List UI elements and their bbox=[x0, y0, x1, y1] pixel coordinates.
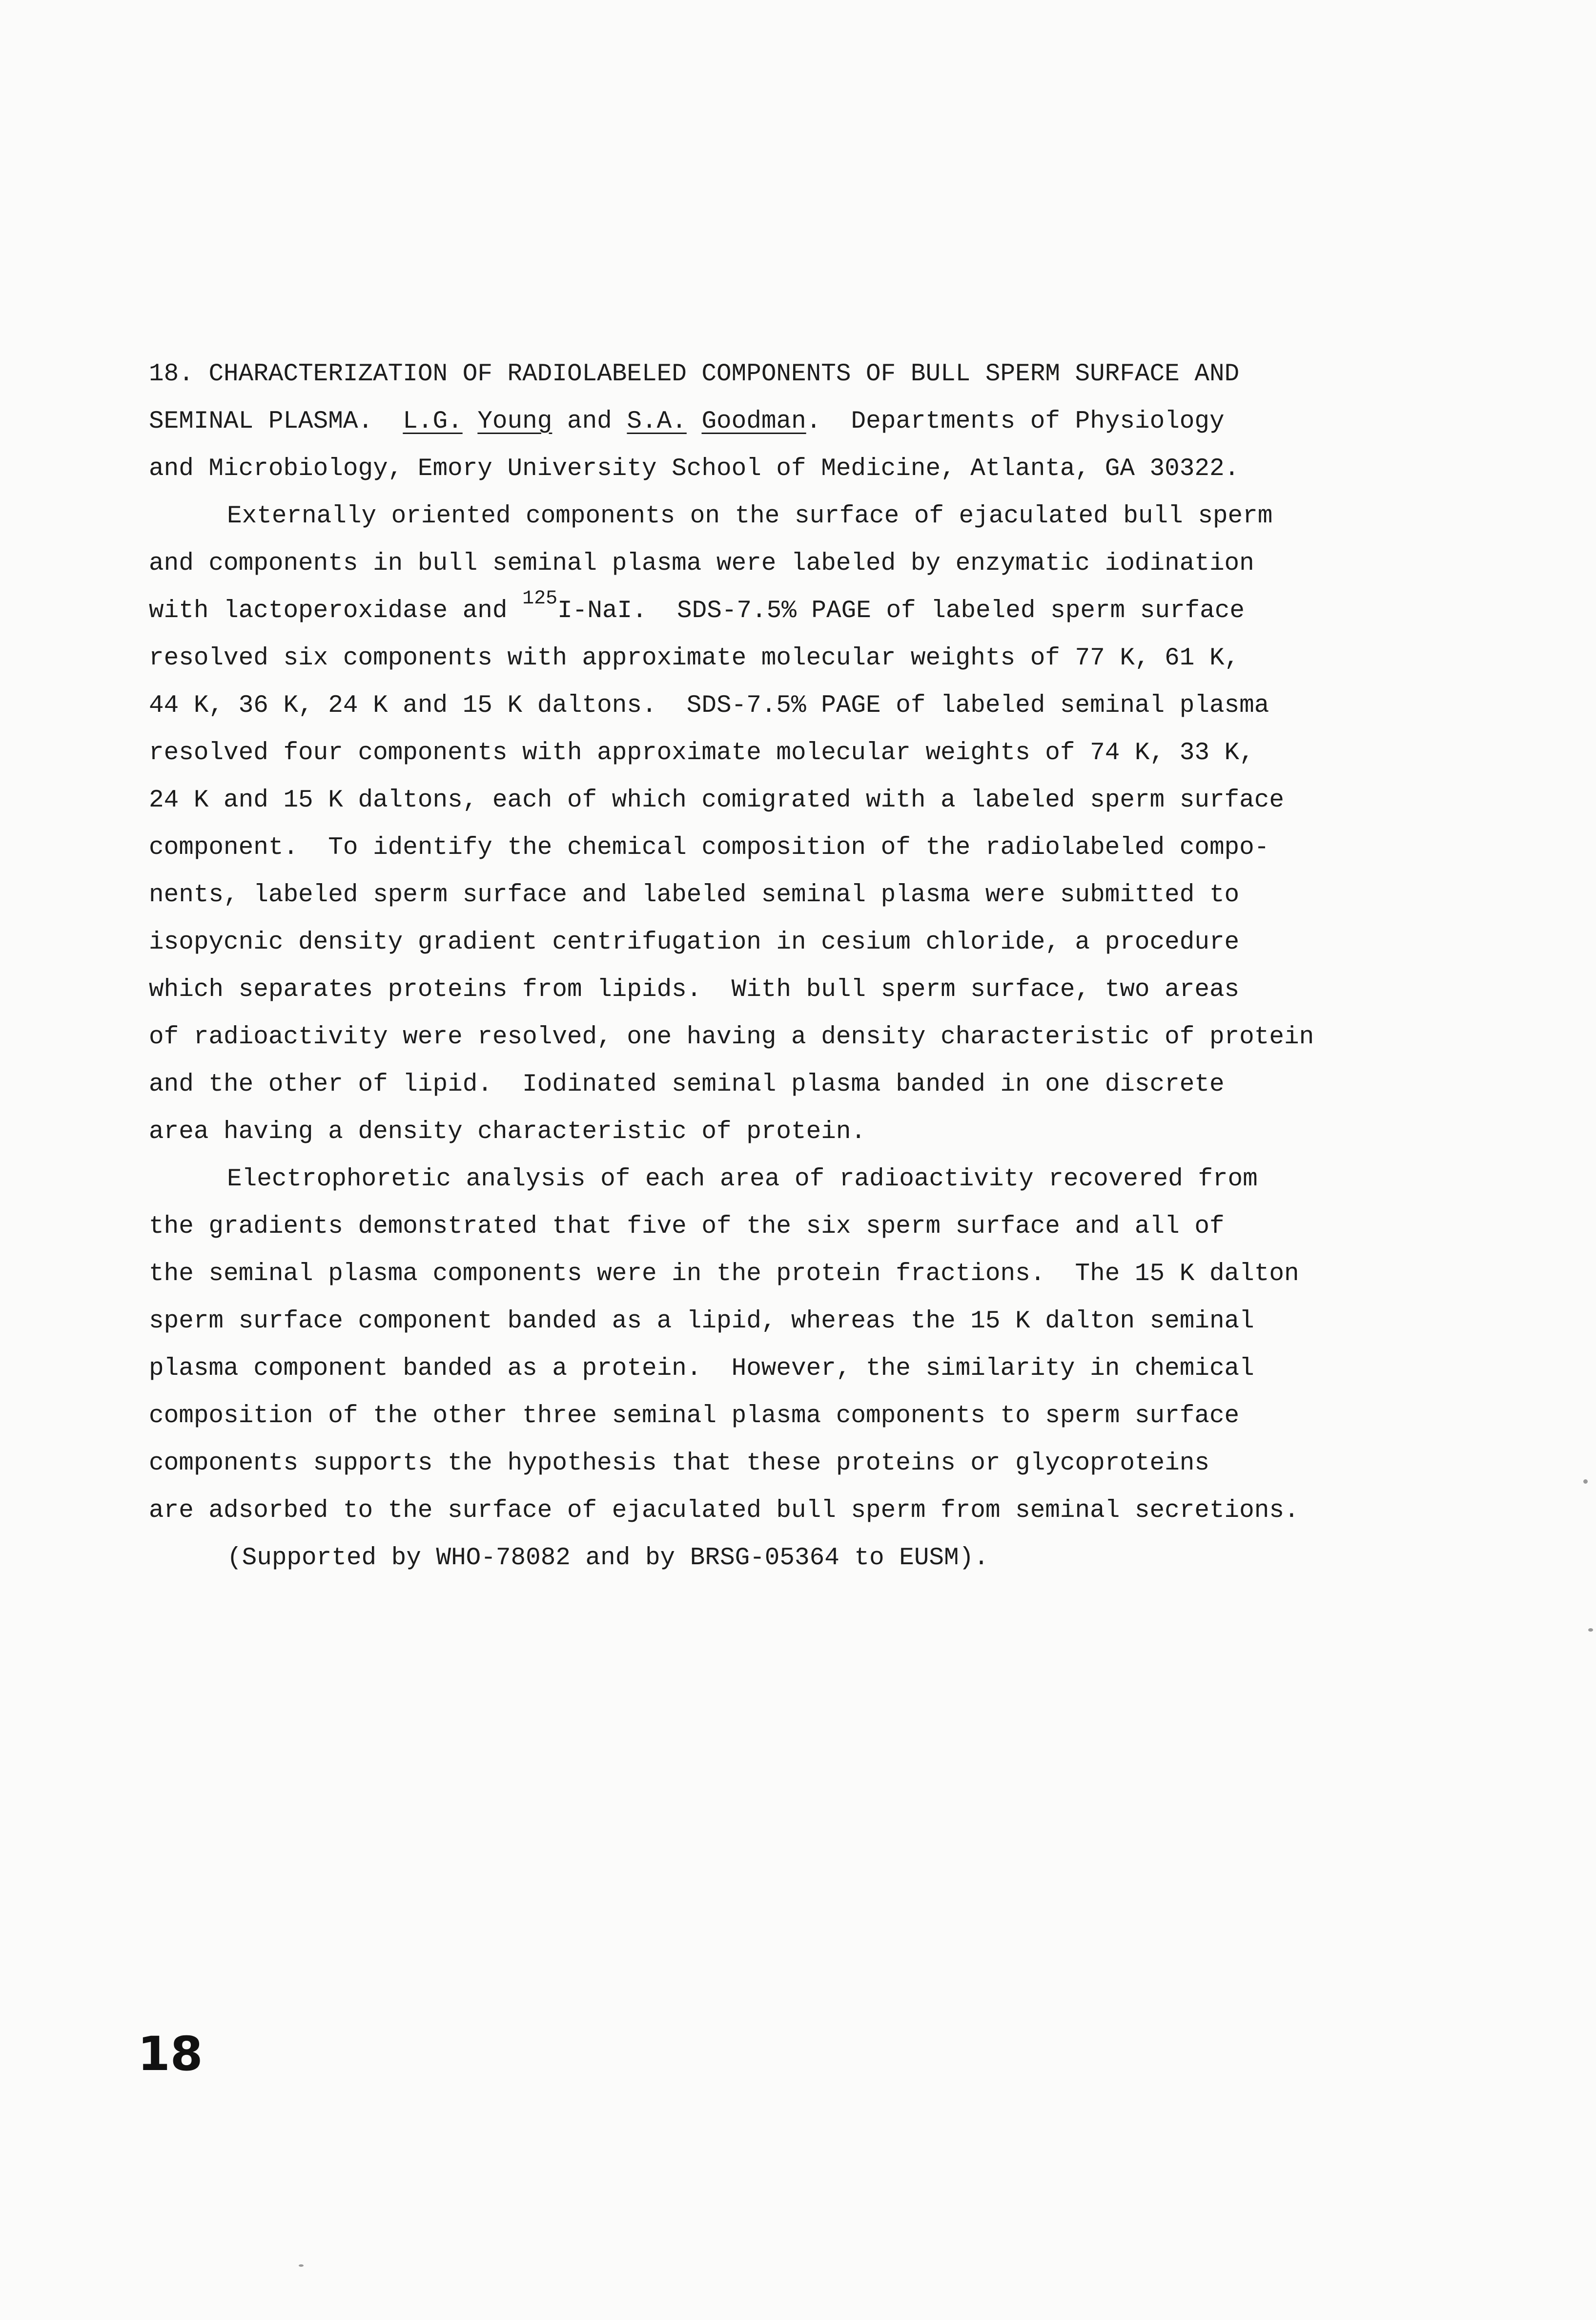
affiliation-line: and Microbiology, Emory University School of Medicine, Atlanta, GA 30322. bbox=[149, 455, 1240, 483]
paragraph-1-line: which separates proteins from lipids. With bull sperm surface, two areas bbox=[149, 976, 1240, 1004]
abstract-block bbox=[149, 351, 1398, 1582]
abstract-title-continued: SEMINAL PLASMA. bbox=[149, 408, 373, 435]
isotope-line-prefix: with lactoperoxidase and bbox=[149, 597, 523, 625]
isotope-mass-number: 125 bbox=[522, 588, 558, 610]
paragraph-1-line: 24 K and 15 K daltons, each of which comigrated with a labeled sperm surface bbox=[149, 787, 1284, 814]
paper-speck bbox=[299, 2264, 304, 2267]
support-acknowledgement: (Supported by WHO-78082 and by BRSG-05364 to EUSM). bbox=[227, 1544, 989, 1572]
paragraph-2-line: are adsorbed to the surface of ejaculated bull sperm from seminal secretions. bbox=[149, 1497, 1299, 1525]
paragraph-2-line: the gradients demonstrated that five of the six sperm surface and all of bbox=[149, 1213, 1225, 1241]
author-initials-2: S.A. bbox=[627, 408, 687, 435]
paper-speck bbox=[1583, 1479, 1588, 1484]
author-initials-1: L.G. bbox=[403, 408, 463, 435]
abstract-heading-line-1 bbox=[149, 351, 1398, 398]
abstract-number: 18. bbox=[149, 360, 194, 388]
affiliation-start: . Departments of Physiology bbox=[806, 408, 1225, 435]
page-number: 18 bbox=[138, 2027, 203, 2081]
abstract-title: CHARACTERIZATION OF RADIOLABELED COMPONENTS OF BULL SPERM SURFACE AND bbox=[208, 360, 1240, 388]
paragraph-1-line: and components in bull seminal plasma were labeled by enzymatic iodination bbox=[149, 550, 1254, 578]
paragraph-1-line: Externally oriented components on the surface of ejaculated bull sperm bbox=[227, 502, 1273, 530]
paragraph-1-line: resolved four components with approximate molecular weights of 74 K, 33 K, bbox=[149, 739, 1254, 767]
paragraph-1-line-isotope bbox=[149, 587, 1398, 635]
paragraph-2-line: sperm surface component banded as a lipid, whereas the 15 K dalton seminal bbox=[149, 1307, 1254, 1335]
paragraph-1-line: 44 K, 36 K, 24 K and 15 K daltons. SDS-7.5% PAGE of labeled seminal plasma bbox=[149, 692, 1269, 720]
paragraph-2-line: plasma component banded as a protein. However, the similarity in chemical bbox=[149, 1355, 1254, 1383]
paragraph-1-line: of radioactivity were resolved, one having a density characteristic of protein bbox=[149, 1023, 1314, 1051]
paragraph-2-line: composition of the other three seminal plasma components to sperm surface bbox=[149, 1402, 1240, 1430]
isotope-line-suffix: I-NaI. SDS-7.5% PAGE of labeled sperm surface bbox=[557, 597, 1245, 625]
author-surname-2: Goodman bbox=[701, 408, 806, 435]
author-surname-1: Young bbox=[477, 408, 552, 435]
paragraph-1-line: and the other of lipid. Iodinated seminal plasma banded in one discrete bbox=[149, 1071, 1225, 1098]
paragraph-2-line: components supports the hypothesis that these proteins or glycoproteins bbox=[149, 1450, 1209, 1477]
paragraph-1-line: component. To identify the chemical composition of the radiolabeled compo- bbox=[149, 834, 1269, 862]
paragraph-1-line: area having a density characteristic of protein. bbox=[149, 1118, 866, 1146]
abstract-heading-line-2 bbox=[149, 398, 1398, 445]
paragraph-1-line: nents, labeled sperm surface and labeled seminal plasma were submitted to bbox=[149, 881, 1240, 909]
paragraph-2-line: the seminal plasma components were in the protein fractions. The 15 K dalton bbox=[149, 1260, 1299, 1288]
paragraph-1-line: resolved six components with approximate molecular weights of 77 K, 61 K, bbox=[149, 644, 1240, 672]
paragraph-2-line: Electrophoretic analysis of each area of radioactivity recovered from bbox=[227, 1165, 1258, 1193]
paper-speck bbox=[1588, 1628, 1593, 1632]
author-conjunction: and bbox=[567, 408, 612, 435]
paragraph-1-line: isopycnic density gradient centrifugation in cesium chloride, a procedure bbox=[149, 929, 1240, 956]
